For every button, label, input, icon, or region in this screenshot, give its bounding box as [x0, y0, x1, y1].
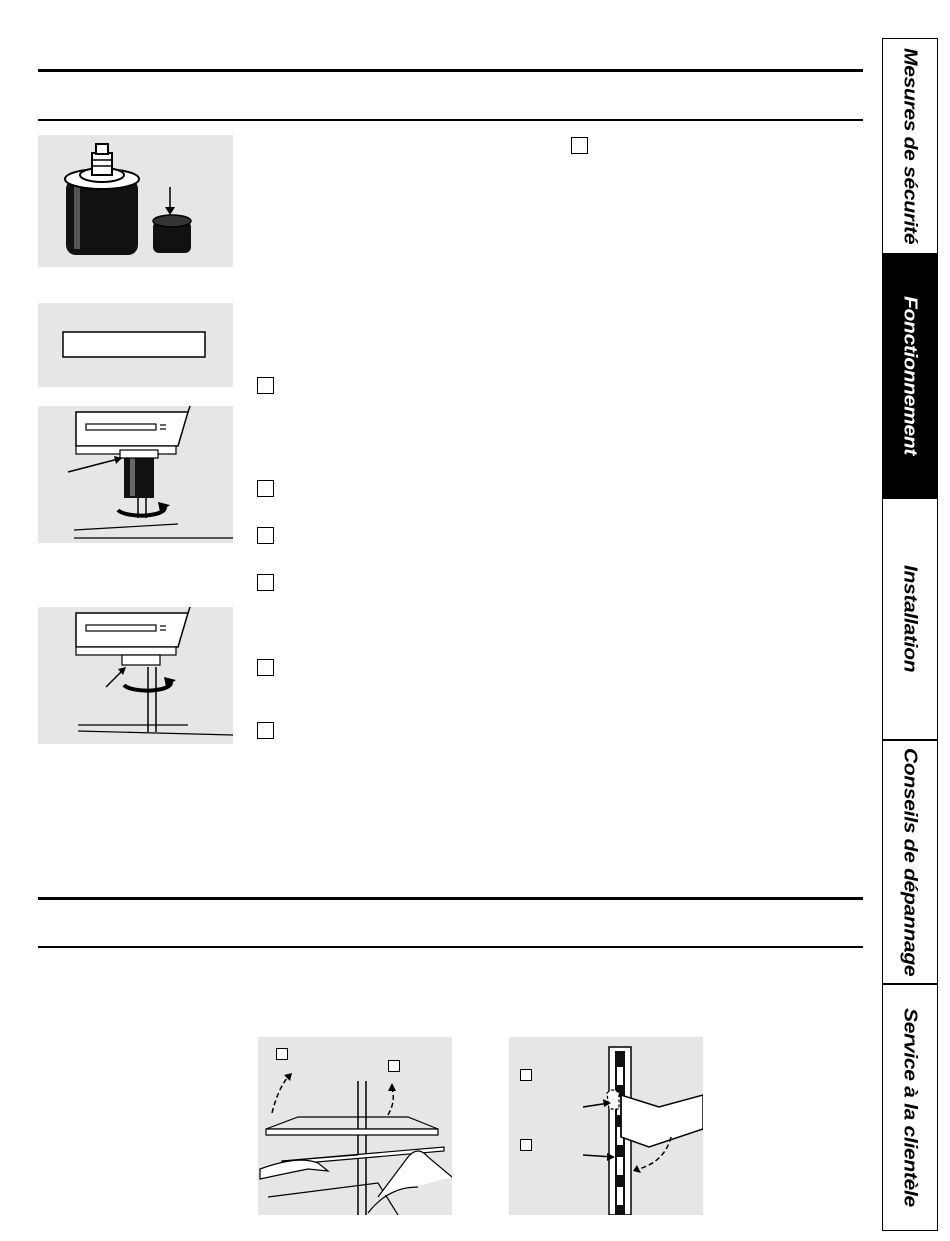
- section-bottom-rule-thick: [38, 897, 863, 900]
- tab-label: Service à la clientèle: [900, 1008, 921, 1207]
- step-box: [520, 1069, 532, 1081]
- tab-service-a-la-clientele[interactable]: [882, 984, 938, 1231]
- section-bottom-rule-thin: [38, 946, 863, 948]
- filter-install-illustration: [38, 607, 233, 744]
- tab-label: Mesures de sécurité: [900, 47, 921, 245]
- tab-fonctionnement[interactable]: [882, 254, 938, 498]
- step-box: [571, 137, 588, 154]
- side-tab-navigation: [882, 38, 940, 1231]
- tab-label: Installation: [900, 565, 921, 673]
- step-box: [257, 480, 274, 497]
- filter-indicator-illustration: [38, 303, 233, 387]
- tab-mesures-de-securite[interactable]: [882, 38, 938, 254]
- step-box: [388, 1060, 400, 1072]
- filter-cartridge-illustration: [38, 135, 233, 267]
- step-box: [257, 722, 274, 739]
- step-box: [257, 527, 274, 544]
- filter-removal-illustration: [38, 406, 233, 543]
- tab-label: Fonctionnement: [900, 296, 921, 456]
- step-box: [276, 1048, 288, 1060]
- section-top-rule-thin: [38, 119, 863, 121]
- step-box: [257, 659, 274, 676]
- tab-installation[interactable]: [882, 498, 938, 740]
- step-box: [257, 574, 274, 591]
- tab-label: Conseils de dépannage: [900, 747, 921, 977]
- tab-conseils-de-depannage[interactable]: [882, 740, 938, 984]
- step-box: [257, 377, 274, 394]
- step-box: [520, 1139, 532, 1151]
- shelf-removal-illustration: [258, 1037, 452, 1215]
- section-top-rule-thick: [38, 69, 863, 72]
- shelf-bracket-illustration: [509, 1037, 703, 1215]
